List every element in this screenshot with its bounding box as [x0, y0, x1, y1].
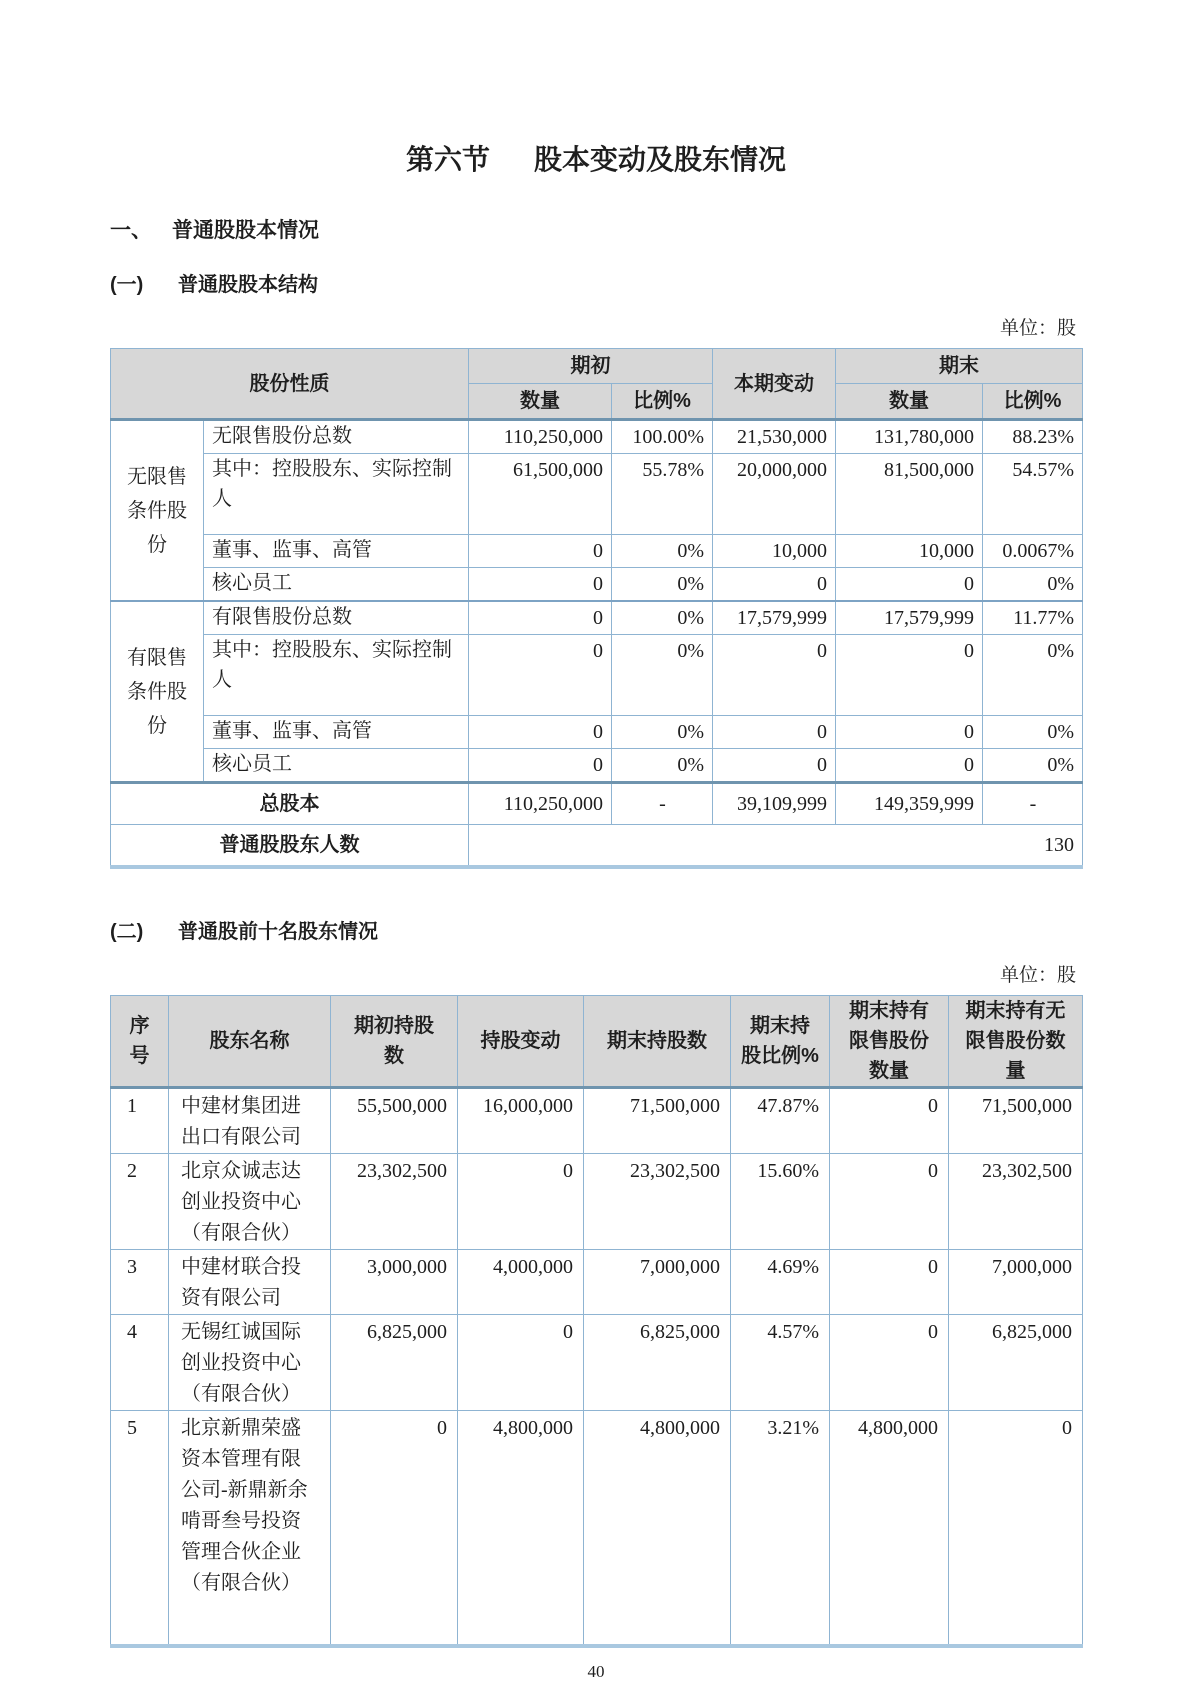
value-cell: 0	[458, 1315, 584, 1411]
shareholder-row	[111, 1315, 1083, 1411]
value-cell: 4,800,000	[458, 1411, 584, 1647]
table-header-row	[111, 996, 1083, 1088]
value-cell: 3,000,000	[331, 1250, 458, 1315]
header-beginning: 期初	[469, 349, 713, 384]
value-cell: 0	[836, 635, 983, 716]
total-label: 总股本	[111, 783, 469, 825]
share-structure-table-head	[111, 349, 1083, 420]
total-row	[111, 783, 1083, 825]
subsection-label: 普通股前十名股东情况	[178, 921, 378, 943]
shareholder-name-cell: 北京新鼎荣盛资本管理有限公司-新鼎新余啃哥叁号投资管理合伙企业（有限合伙）	[169, 1411, 331, 1647]
value-cell: 21,530,000	[713, 420, 836, 454]
section-heading-1	[110, 214, 1082, 244]
item-cell: 核心员工	[204, 568, 469, 602]
holders-count-label: 普通股股东人数	[111, 825, 469, 868]
category-cell: 无限售条件股份	[111, 420, 204, 602]
value-cell: 149,359,999	[836, 783, 983, 825]
top-shareholders-table-head	[111, 996, 1083, 1088]
header-shareholder-name: 股东名称	[169, 996, 331, 1088]
value-cell: 7,000,000	[949, 1250, 1083, 1315]
value-cell: 4.69%	[731, 1250, 830, 1315]
table-row	[111, 635, 1083, 716]
serial-cell: 3	[111, 1250, 169, 1315]
value-cell: 88.23%	[983, 420, 1083, 454]
header-share-change: 持股变动	[458, 996, 584, 1088]
header-quantity: 数量	[836, 384, 983, 420]
shareholder-row	[111, 1411, 1083, 1647]
serial-cell: 2	[111, 1154, 169, 1250]
section-label: 普通股股本情况	[172, 219, 319, 242]
value-cell: 81,500,000	[836, 454, 983, 535]
serial-cell: 1	[111, 1088, 169, 1154]
value-cell: 0	[830, 1154, 949, 1250]
value-cell: 11.77%	[983, 601, 1083, 635]
value-cell: 15.60%	[731, 1154, 830, 1250]
item-cell: 其中：控股股东、实际控制人	[204, 635, 469, 716]
subsection-label: 普通股股本结构	[178, 274, 318, 296]
value-cell: 55,500,000	[331, 1088, 458, 1154]
serial-cell: 5	[111, 1411, 169, 1647]
header-ending-shares: 期末持股数	[584, 996, 731, 1088]
header-ending: 期末	[836, 349, 1083, 384]
value-cell: 10,000	[713, 535, 836, 568]
value-cell: 6,825,000	[331, 1315, 458, 1411]
unit-label-1: 单位：股	[999, 318, 1076, 339]
header-share-nature: 股份性质	[111, 349, 469, 420]
item-cell: 无限售股份总数	[204, 420, 469, 454]
header-serial: 序号	[111, 996, 169, 1088]
header-quantity: 数量	[469, 384, 612, 420]
value-cell: 0%	[612, 535, 713, 568]
header-ratio: 比例%	[612, 384, 713, 420]
value-cell: 110,250,000	[469, 783, 612, 825]
unit-label-2: 单位：股	[999, 965, 1076, 986]
table-row	[111, 535, 1083, 568]
share-structure-table	[110, 348, 1083, 869]
table-row	[111, 420, 1083, 454]
value-cell: 0	[469, 716, 612, 749]
value-cell: 16,000,000	[458, 1088, 584, 1154]
value-cell: 17,579,999	[836, 601, 983, 635]
table-row	[111, 568, 1083, 602]
value-cell: 4,000,000	[458, 1250, 584, 1315]
value-cell: 0	[949, 1411, 1083, 1647]
item-cell: 核心员工	[204, 749, 469, 783]
value-cell: 10,000	[836, 535, 983, 568]
value-cell: 0	[469, 568, 612, 602]
value-cell: 0.0067%	[983, 535, 1083, 568]
shareholder-name-cell: 北京众诚志达创业投资中心（有限合伙）	[169, 1154, 331, 1250]
value-cell: 0%	[612, 716, 713, 749]
page-number: 40	[587, 1662, 605, 1681]
item-cell: 其中：控股股东、实际控制人	[204, 454, 469, 535]
value-cell: 4.57%	[731, 1315, 830, 1411]
header-ratio: 比例%	[983, 384, 1083, 420]
holders-count-row	[111, 825, 1083, 868]
value-cell: 55.78%	[612, 454, 713, 535]
value-cell: 0	[331, 1411, 458, 1647]
value-cell: 0	[713, 716, 836, 749]
shareholder-row	[111, 1154, 1083, 1250]
value-cell: 0	[713, 568, 836, 602]
table-row	[111, 749, 1083, 783]
value-cell: 6,825,000	[949, 1315, 1083, 1411]
value-cell: 0%	[612, 635, 713, 716]
value-cell: 23,302,500	[584, 1154, 731, 1250]
header-ending-ratio: 期末持股比例%	[731, 996, 830, 1088]
table-row	[111, 601, 1083, 635]
value-cell: 0	[458, 1154, 584, 1250]
shareholder-name-cell: 中建材联合投资有限公司	[169, 1250, 331, 1315]
page-title-text: 股本变动及股东情况	[534, 144, 787, 175]
shareholder-name-cell: 中建材集团进出口有限公司	[169, 1088, 331, 1154]
value-cell: 0	[469, 535, 612, 568]
value-cell: 0	[713, 635, 836, 716]
value-cell: 0	[469, 749, 612, 783]
value-cell: 0%	[612, 601, 713, 635]
page-title	[110, 138, 1082, 178]
value-cell: 39,109,999	[713, 783, 836, 825]
table-header-row	[111, 349, 1083, 384]
header-change: 本期变动	[713, 349, 836, 420]
value-cell: 0	[836, 568, 983, 602]
table-row	[111, 454, 1083, 535]
value-cell: 0	[713, 749, 836, 783]
value-cell: 110,250,000	[469, 420, 612, 454]
value-cell: 0	[836, 716, 983, 749]
value-cell: 0	[836, 749, 983, 783]
serial-cell: 4	[111, 1315, 169, 1411]
page-title-section: 第六节	[405, 144, 490, 175]
value-cell: 20,000,000	[713, 454, 836, 535]
shareholder-row	[111, 1250, 1083, 1315]
value-cell: 4,800,000	[830, 1411, 949, 1647]
table-row	[111, 716, 1083, 749]
item-cell: 有限售股份总数	[204, 601, 469, 635]
value-cell: 3.21%	[731, 1411, 830, 1647]
value-cell: 0%	[612, 568, 713, 602]
value-cell: 23,302,500	[331, 1154, 458, 1250]
subsection-number: (二)	[110, 921, 144, 943]
value-cell: 4,800,000	[584, 1411, 731, 1647]
value-cell: 0%	[983, 749, 1083, 783]
subsection-heading-1-2	[110, 915, 1082, 944]
value-cell: 0%	[612, 749, 713, 783]
value-cell: 47.87%	[731, 1088, 830, 1154]
value-cell: 17,579,999	[713, 601, 836, 635]
value-cell: 131,780,000	[836, 420, 983, 454]
value-cell: 6,825,000	[584, 1315, 731, 1411]
value-cell: 0	[830, 1088, 949, 1154]
holders-count-value: 130	[469, 825, 1083, 868]
header-restricted-shares: 期末持有限售股份数量	[830, 996, 949, 1088]
header-beginning-shares: 期初持股数	[331, 996, 458, 1088]
item-cell: 董事、监事、高管	[204, 716, 469, 749]
value-cell: 0	[469, 635, 612, 716]
item-cell: 董事、监事、高管	[204, 535, 469, 568]
shareholder-row	[111, 1088, 1083, 1154]
value-cell: 0%	[983, 716, 1083, 749]
value-cell: 23,302,500	[949, 1154, 1083, 1250]
category-cell: 有限售条件股份	[111, 601, 204, 783]
value-cell: -	[983, 783, 1083, 825]
value-cell: 0	[830, 1250, 949, 1315]
subsection-number: (一)	[110, 274, 144, 296]
value-cell: 0%	[983, 568, 1083, 602]
value-cell: 61,500,000	[469, 454, 612, 535]
value-cell: 7,000,000	[584, 1250, 731, 1315]
value-cell: 0	[469, 601, 612, 635]
value-cell: 54.57%	[983, 454, 1083, 535]
subsection-heading-1-1	[110, 268, 1082, 297]
shareholder-name-cell: 无锡红诚国际创业投资中心（有限合伙）	[169, 1315, 331, 1411]
value-cell: 0	[830, 1315, 949, 1411]
value-cell: 100.00%	[612, 420, 713, 454]
section-number: 一、	[110, 219, 152, 242]
value-cell: 71,500,000	[949, 1088, 1083, 1154]
header-unrestricted-shares: 期末持有无限售股份数量	[949, 996, 1083, 1088]
value-cell: -	[612, 783, 713, 825]
value-cell: 0%	[983, 635, 1083, 716]
value-cell: 71,500,000	[584, 1088, 731, 1154]
top-shareholders-table	[110, 995, 1083, 1648]
